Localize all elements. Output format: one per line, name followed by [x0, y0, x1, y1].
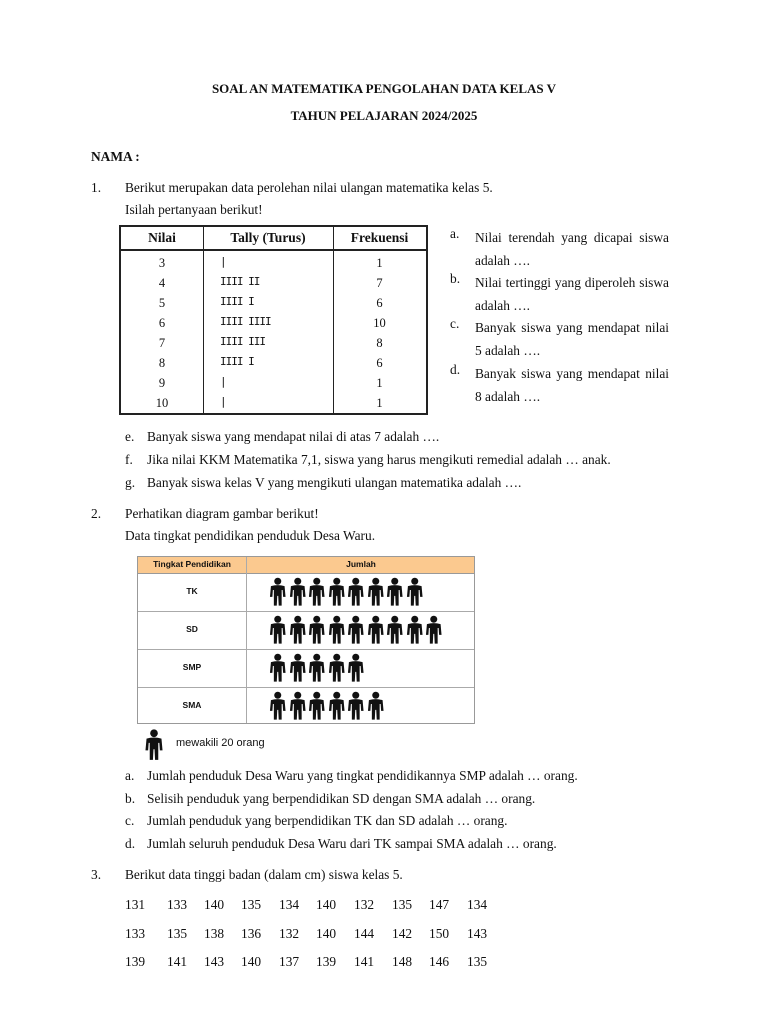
- pictogram-row: [138, 611, 474, 650]
- pictogram-header: [138, 557, 474, 574]
- person-icon: [346, 653, 366, 683]
- question-label: g.: [125, 475, 136, 490]
- pictogram-icons: [268, 615, 444, 645]
- question-label: c.: [125, 813, 135, 828]
- question-2b-text: Selisih penduduk yang berpendidikan SD dengan SMA adalah … orang.: [147, 791, 536, 806]
- person-icon: [327, 653, 347, 683]
- person-icon: [307, 653, 327, 683]
- person-icon: [366, 615, 386, 645]
- question-e-text: Banyak siswa yang mendapat nilai di atas 7 adalah ….: [147, 429, 440, 444]
- person-icon: [385, 577, 405, 607]
- height-value: 139: [125, 954, 146, 969]
- person-icon: [307, 577, 327, 607]
- person-icon: [346, 691, 366, 721]
- table-cell-nilai: 4: [158, 276, 166, 290]
- person-icon: [288, 691, 308, 721]
- table-cell-frekuensi: 1: [376, 256, 383, 270]
- question-label: b.: [125, 791, 136, 806]
- height-value: 144: [354, 926, 375, 941]
- person-icon: [268, 653, 288, 683]
- question-1-instruction: Isilah pertanyaan berikut!: [125, 202, 263, 217]
- table-cell-tally: IIII IIII: [220, 315, 271, 328]
- person-icon: [385, 615, 405, 645]
- question-label: f.: [125, 452, 133, 467]
- pictogram-row: [138, 573, 474, 612]
- person-icon: [307, 691, 327, 721]
- pictogram-row: [138, 687, 474, 724]
- height-value: 135: [467, 954, 488, 969]
- table-cell-tally: IIII III: [220, 335, 265, 348]
- person-icon: [288, 577, 308, 607]
- height-value: 135: [241, 897, 262, 912]
- height-value: 138: [204, 926, 225, 941]
- pictogram-legend: mewakili 20 orang: [176, 737, 265, 749]
- header-tally: Tally (Turus): [230, 230, 306, 245]
- table-cell-tally: IIII I: [220, 295, 254, 308]
- table-cell-tally: |: [220, 255, 226, 268]
- education-level: SMA: [182, 699, 202, 710]
- question-3-intro: Berikut data tinggi badan (dalam cm) siswa kelas 5.: [125, 867, 403, 882]
- question-2c-text: Jumlah penduduk yang berpendidikan TK dan SD adalah … orang.: [147, 813, 508, 828]
- height-value: 134: [279, 897, 300, 912]
- person-icon: [346, 615, 366, 645]
- question-number: 2.: [91, 506, 102, 521]
- table-cell-nilai: 9: [158, 376, 166, 390]
- pictogram-table: [137, 556, 475, 724]
- person-icon: [307, 615, 327, 645]
- height-value: 143: [204, 954, 225, 969]
- person-icon: [405, 615, 425, 645]
- table-cell-nilai: 5: [158, 296, 166, 310]
- height-value: 137: [279, 954, 300, 969]
- table-cell-nilai: 7: [158, 336, 166, 350]
- person-icon: [143, 729, 165, 761]
- header-frekuensi: Frekuensi: [350, 230, 409, 245]
- question-2d-text: Jumlah seluruh penduduk Desa Waru dari TK sampai SMA adalah … orang.: [147, 836, 557, 851]
- header-jumlah: Jumlah: [346, 559, 376, 569]
- table-cell-frekuensi: 10: [373, 316, 386, 330]
- height-value: 133: [167, 897, 188, 912]
- person-icon: [268, 691, 288, 721]
- height-value: 140: [316, 897, 337, 912]
- table-cell-tally: |: [220, 395, 226, 408]
- question-f-text: Jika nilai KKM Matematika 7,1, siswa yang harus mengikuti remedial adalah … anak.: [147, 452, 611, 467]
- name-label: NAMA :: [91, 149, 140, 164]
- height-value: 141: [354, 954, 375, 969]
- height-value: 150: [429, 926, 450, 941]
- height-value: 143: [467, 926, 488, 941]
- question-label: a.: [125, 768, 135, 783]
- header-nilai: Nilai: [148, 230, 176, 245]
- person-icon: [288, 615, 308, 645]
- height-value: 146: [429, 954, 450, 969]
- person-icon: [424, 615, 444, 645]
- height-value: 133: [125, 926, 146, 941]
- table-cell-nilai: 8: [158, 356, 166, 370]
- height-value: 135: [167, 926, 188, 941]
- height-value: 139: [316, 954, 337, 969]
- person-icon: [268, 577, 288, 607]
- table-cell-tally: |: [220, 375, 226, 388]
- table-cell-frekuensi: 1: [376, 396, 383, 410]
- question-2-caption: Data tingkat pendidikan penduduk Desa Waru.: [125, 528, 376, 543]
- question-label: d.: [125, 836, 136, 851]
- height-value: 132: [279, 926, 300, 941]
- education-level: TK: [186, 586, 198, 596]
- person-icon: [405, 577, 425, 607]
- table-cell-tally: IIII II: [220, 275, 260, 288]
- table-cell-frekuensi: 7: [376, 276, 383, 290]
- height-value: 141: [167, 954, 188, 969]
- tally-table: [119, 225, 428, 415]
- page-title: SOAL AN MATEMATIKA PENGOLAHAN DATA KELAS V: [211, 81, 557, 96]
- person-icon: [346, 577, 366, 607]
- pictogram-icons: [268, 577, 424, 607]
- person-icon: [268, 615, 288, 645]
- education-level: SD: [186, 624, 198, 634]
- question-number: 1.: [91, 180, 102, 195]
- table-cell-nilai: 10: [155, 396, 169, 410]
- table-cell-frekuensi: 1: [376, 376, 383, 390]
- height-value: 142: [392, 926, 413, 941]
- question-number: 3.: [91, 867, 102, 882]
- height-value: 134: [467, 897, 488, 912]
- person-icon: [366, 691, 386, 721]
- height-value: 148: [392, 954, 413, 969]
- pictogram-icons: [268, 691, 385, 721]
- question-1-intro: Berikut merupakan data perolehan nilai ulangan matematika kelas 5.: [125, 180, 493, 195]
- height-value: 140: [204, 897, 225, 912]
- question-label: e.: [125, 429, 135, 444]
- person-icon: [288, 653, 308, 683]
- page-subtitle: TAHUN PELAJARAN 2024/2025: [290, 108, 478, 123]
- person-icon: [327, 615, 347, 645]
- height-value: 131: [125, 897, 146, 912]
- height-value: 132: [354, 897, 375, 912]
- person-icon: [366, 577, 386, 607]
- height-value: 140: [241, 954, 262, 969]
- pictogram-row: [138, 649, 474, 688]
- height-value: 140: [316, 926, 337, 941]
- question-2a-text: Jumlah penduduk Desa Waru yang tingkat pendidikannya SMP adalah … orang.: [147, 768, 578, 783]
- question-g-text: Banyak siswa kelas V yang mengikuti ulangan matematika adalah ….: [147, 475, 522, 490]
- table-cell-tally: IIII I: [220, 355, 254, 368]
- pictogram-icons: [268, 653, 366, 683]
- person-icon: [327, 577, 347, 607]
- height-value: 135: [392, 897, 413, 912]
- height-value: 136: [241, 926, 262, 941]
- education-level: SMP: [182, 662, 202, 672]
- table-cell-frekuensi: 8: [376, 336, 383, 350]
- header-tingkat: Tingkat Pendidikan: [153, 559, 231, 569]
- table-cell-frekuensi: 6: [376, 356, 383, 370]
- question-2-intro: Perhatikan diagram gambar berikut!: [125, 506, 319, 521]
- height-value: 147: [429, 897, 450, 912]
- person-icon: [327, 691, 347, 721]
- table-cell-frekuensi: 6: [376, 296, 383, 310]
- worksheet-page: SOAL AN MATEMATIKA PENGOLAHAN DATA KELAS V TAHUN PELAJARAN 2024/2025 NAMA : 1. Berikut merupakan data perolehan nilai ulangan matematika kelas 5. Isilah pertanyaan berikut! Nilai Tally (Turus) Frekuensi 3 | 1 4 IIII II 7 5 IIII I 6 6 IIII IIII 10 7 IIII III 8 8 IIII I 6 9 | 1 10 | 1 a. Nilai terendah yang dicapai siswa adalah …. b. Nilai tertinggi yang diperoleh siswa adalah …. c. Banyak siswa yang mendapat nilai 5 adalah …. d. Banyak siswa yang mendapat nilai 8 adalah …. e. Banyak siswa yang mendapat nilai di atas 7 adalah …. f. Jika nilai KKM Matematika 7,1, siswa yang harus mengikuti remedial adalah … anak. g. Banyak siswa kelas V yang mengikuti ulangan matematika adalah …. 2. Perhatikan diagram gambar berikut! Data tingkat pendidikan penduduk Desa Waru. Tingkat Pendidikan Jumlah TK SD SMP SMA mewakili 20 orang a. Jumlah penduduk Desa Waru yang tingkat pendidikannya SMP adalah … orang. b. Selisih penduduk yang berpendidikan SD dengan SMA adalah … orang. c. Jumlah penduduk yang berpendidikan TK dan SD adalah … orang. d. Jumlah seluruh penduduk Desa Waru dari TK sampai SMA adalah … orang. 3. Berikut data tinggi badan (dalam cm) siswa kelas 5. 131 133 140 135 134 140 132 135 147 134 133 135 138 136 132 140 144 142 150 143 139 141 143 140 137 139 141 148 146 135: [0, 0, 768, 1024]
- table-cell-nilai: 6: [158, 316, 166, 330]
- table-cell-nilai: 3: [158, 256, 166, 270]
